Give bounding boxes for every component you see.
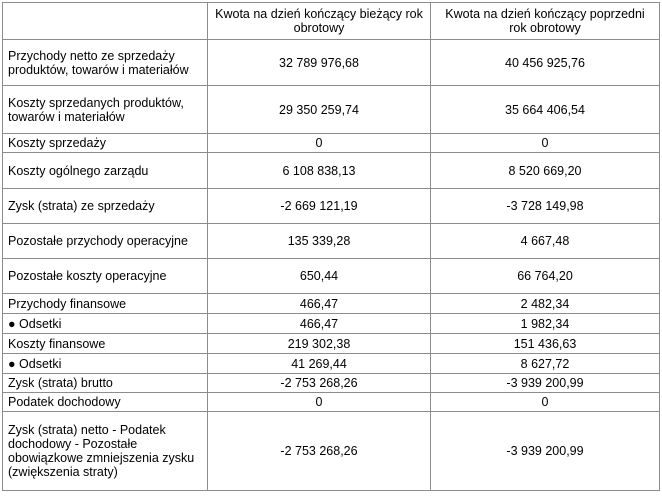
row-label: Zysk (strata) netto - Podatek dochodowy - Pozostałe obowiązkowe zmniejszenia zysku (zwiększenia straty) (3, 412, 208, 491)
row-current-value: -2 669 121,19 (208, 189, 431, 224)
row-label: Przychody finansowe (3, 294, 208, 314)
row-previous-value: 2 482,34 (431, 294, 660, 314)
row-previous-value: 8 520 669,20 (431, 153, 660, 189)
row-current-value: -2 753 268,26 (208, 374, 431, 393)
table-row (3, 393, 660, 412)
row-label: Koszty sprzedaży (3, 134, 208, 153)
row-label: Zysk (strata) brutto (3, 374, 208, 393)
row-current-value: 650,44 (208, 259, 431, 294)
table-row (3, 40, 660, 86)
row-previous-value: -3 939 200,99 (431, 374, 660, 393)
table-row (3, 314, 660, 334)
financial-statement-table (2, 2, 660, 491)
table-row (3, 354, 660, 374)
table-row (3, 153, 660, 189)
row-current-value: 0 (208, 134, 431, 153)
row-previous-value: 4 667,48 (431, 224, 660, 259)
row-current-value: 6 108 838,13 (208, 153, 431, 189)
row-previous-value: 35 664 406,54 (431, 86, 660, 134)
table-row (3, 134, 660, 153)
row-current-value: 466,47 (208, 294, 431, 314)
table-row (3, 374, 660, 393)
header-previous-year: Kwota na dzień kończący poprzedni rok obrotowy (431, 3, 660, 40)
table-row (3, 224, 660, 259)
row-previous-value: -3 939 200,99 (431, 412, 660, 491)
header-current-year: Kwota na dzień kończący bieżący rok obrotowy (208, 3, 431, 40)
table-row (3, 294, 660, 314)
row-current-value: 41 269,44 (208, 354, 431, 374)
row-label: Zysk (strata) ze sprzedaży (3, 189, 208, 224)
row-previous-value: 0 (431, 134, 660, 153)
row-label: Pozostałe przychody operacyjne (3, 224, 208, 259)
table-header-row (3, 3, 660, 40)
table-row (3, 189, 660, 224)
row-label: Koszty finansowe (3, 334, 208, 354)
row-label: ● Odsetki (3, 314, 208, 334)
row-current-value: 0 (208, 393, 431, 412)
row-previous-value: 151 436,63 (431, 334, 660, 354)
row-previous-value: -3 728 149,98 (431, 189, 660, 224)
row-current-value: 32 789 976,68 (208, 40, 431, 86)
table-row (3, 334, 660, 354)
row-label: Podatek dochodowy (3, 393, 208, 412)
row-label: Koszty ogólnego zarządu (3, 153, 208, 189)
table-row (3, 412, 660, 491)
row-previous-value: 1 982,34 (431, 314, 660, 334)
header-label-cell (3, 3, 208, 40)
row-current-value: 29 350 259,74 (208, 86, 431, 134)
row-previous-value: 66 764,20 (431, 259, 660, 294)
row-current-value: 135 339,28 (208, 224, 431, 259)
row-label: Koszty sprzedanych produktów, towarów i materiałów (3, 86, 208, 134)
row-current-value: 219 302,38 (208, 334, 431, 354)
row-current-value: 466,47 (208, 314, 431, 334)
row-previous-value: 40 456 925,76 (431, 40, 660, 86)
row-previous-value: 0 (431, 393, 660, 412)
row-current-value: -2 753 268,26 (208, 412, 431, 491)
row-label: Pozostałe koszty operacyjne (3, 259, 208, 294)
table-row (3, 259, 660, 294)
row-previous-value: 8 627,72 (431, 354, 660, 374)
table-row (3, 86, 660, 134)
row-label: Przychody netto ze sprzedaży produktów, towarów i materiałów (3, 40, 208, 86)
row-label: ● Odsetki (3, 354, 208, 374)
